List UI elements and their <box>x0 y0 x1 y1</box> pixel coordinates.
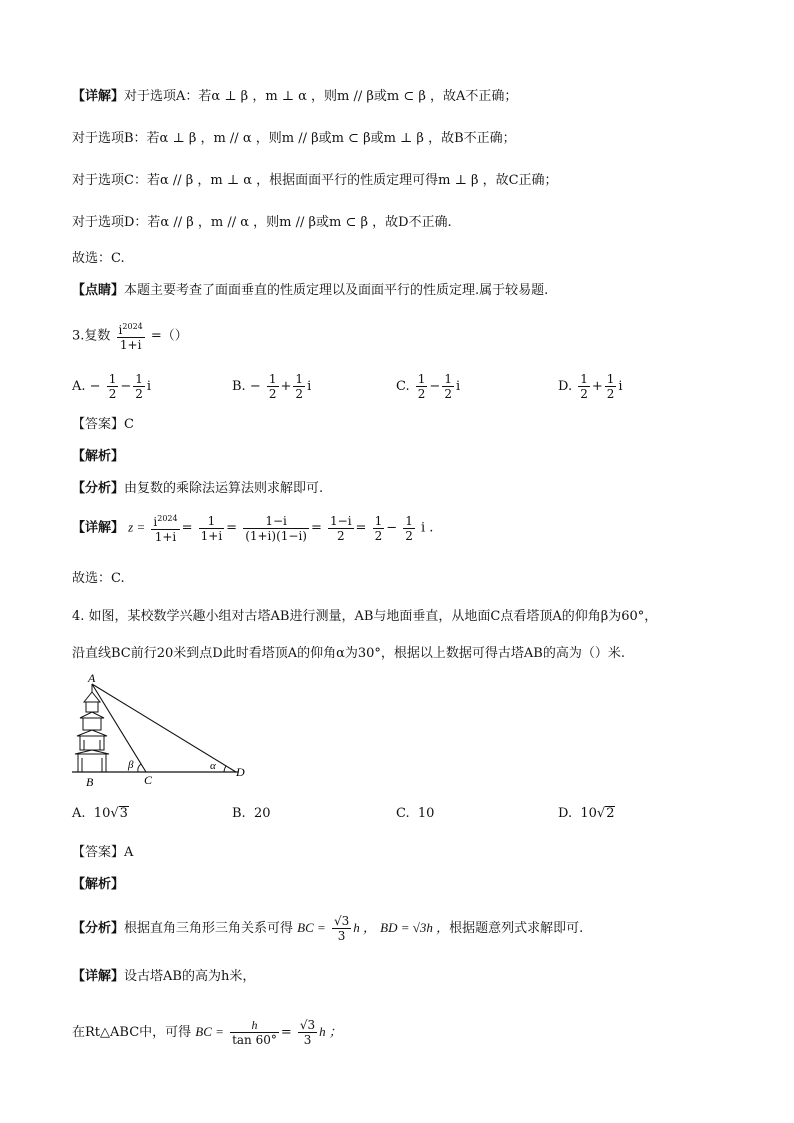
q4-option-b <box>232 806 271 821</box>
q2-option-b-text: 对于选项B：若α ⊥ β ，m // α ，则m // β或m ⊂ β或m ⊥ β ，故B不正确； <box>72 131 516 146</box>
q3-option-d <box>558 372 623 401</box>
num: √3 <box>299 1018 316 1032</box>
option-fraction-2 <box>293 372 305 401</box>
q4-option-a: A. 10√3 <box>72 806 128 821</box>
q3-detail-z: z = <box>128 519 146 535</box>
q4-analysis-tag: 【解析】 <box>72 877 125 892</box>
q3-detail-frac-4 <box>328 514 354 543</box>
num: 1 <box>417 372 426 386</box>
num: √3 <box>333 914 350 928</box>
q2-option-c-text: 对于选项C：若α // β ，m ⊥ α ，根据面面平行的性质定理可得m ⊥ β ，故C正确； <box>72 173 558 188</box>
num: 1 <box>405 513 413 528</box>
den: 1+i <box>154 530 177 544</box>
den: 2 <box>580 387 588 401</box>
option-unit: i <box>455 379 461 394</box>
q3-detail-frac-6 <box>403 514 415 543</box>
num: 1 <box>374 513 383 528</box>
detail-tag: 【详解】 <box>72 969 125 984</box>
q4-detail-2-tail: h ； <box>319 1024 342 1039</box>
option-label: A. <box>72 379 86 394</box>
den: 2 <box>374 528 383 543</box>
q3-method <box>72 480 323 498</box>
num: i <box>153 515 158 529</box>
label-b: B <box>86 775 94 789</box>
q2-choose: 故选：C. <box>72 251 125 266</box>
num: 1 <box>295 372 304 386</box>
q3-answer: 【答案】C <box>72 417 134 432</box>
den: 1+i <box>200 528 223 543</box>
num: 1−i <box>330 513 352 528</box>
den: 3 <box>303 1033 312 1047</box>
q3-detail-frac-1 <box>151 512 179 544</box>
method-tag: 【分析】 <box>72 481 125 496</box>
q4-method-frac <box>332 914 351 943</box>
option-unit: i <box>146 379 152 394</box>
label-alpha: α <box>210 760 216 772</box>
q3-stem-prefix: 3.复数 <box>72 328 111 344</box>
option-fraction-2 <box>442 372 454 401</box>
alpha-arc <box>224 766 226 772</box>
num: 1−i <box>243 514 309 529</box>
method-tag: 【分析】 <box>72 921 125 936</box>
q4-method-bc: BC = <box>297 920 326 935</box>
option-label: A. <box>72 806 86 821</box>
den: 3 <box>337 929 346 943</box>
q2-detail-line-d <box>72 214 452 232</box>
q4-stem-line-2: 沿直线BC前行20米到点D此时看塔顶A的仰角α为30°，根据以上数据可得古塔AB的高为（）米. <box>72 646 625 661</box>
option-value: 10 <box>93 806 111 821</box>
num: 1 <box>444 372 452 386</box>
option-value: 10 <box>580 806 597 821</box>
den: tan 60° <box>232 1033 277 1047</box>
q4-method-bc-tail: h ， <box>353 920 376 935</box>
q3-choose: 故选：C. <box>72 571 125 586</box>
den: 2 <box>268 387 277 401</box>
option-fraction-2 <box>605 372 617 401</box>
q4-stem-line-1: 4. 如图，某校数学兴趣小组对古塔AB进行测量，AB与地面垂直，从地面C点看塔顶A的仰角β为60°， <box>72 609 658 624</box>
beta-arc <box>138 764 141 772</box>
detail-tag: 【详解】 <box>72 89 125 104</box>
q3-detail-tail: i . <box>421 520 434 536</box>
option-unit: i <box>307 379 312 394</box>
q3-detail: 【详解】 z = $\frac{i^{2024}}{1+i}$ = $\frac{1}{1+i}$ = $\frac{1-i}{(1+i)(1-i)}$ = $\frac{1-i}{2}$ = $\frac{1}{2}$ − $\frac{1}{2}$ i . <box>72 513 434 544</box>
detail-tag: 【详解】 <box>72 520 125 536</box>
den: 2 <box>295 387 304 401</box>
label-d: D <box>236 765 245 779</box>
q3-detail-frac-2 <box>199 514 225 543</box>
q3-stem-suffix: =（） <box>150 328 188 344</box>
q3-method-text: 由复数的乘除法运算法则求解即可. <box>124 481 324 496</box>
q2-option-a-text: 对于选项A：若α ⊥ β ，m ⊥ α ，则m // β或m ⊂ β ，故A不正确； <box>124 89 518 104</box>
option-fraction-1 <box>267 372 279 401</box>
option-op: + <box>280 379 292 394</box>
comment-tag: 【点睛】 <box>72 283 125 298</box>
den: 2 <box>135 387 143 401</box>
option-op: − <box>429 379 441 394</box>
q4-detail-1 <box>72 968 255 986</box>
option-fraction-1 <box>578 372 590 401</box>
q3-stem <box>72 320 188 352</box>
option-op: + <box>591 379 603 394</box>
q4-option-c <box>396 806 434 821</box>
pagoda-icon <box>75 684 109 772</box>
label-c: C <box>144 773 153 787</box>
q4-detail-1-text: 设古塔AB的高为h米， <box>124 969 256 984</box>
label-beta: β <box>128 759 134 771</box>
q4-method-prefix: 根据直角三角形三角关系可得 <box>124 921 294 936</box>
q4-detail-2-prefix: 在Rt△ABC中，可得 <box>72 1025 192 1040</box>
q4-option-d: D. 10√2 <box>558 806 615 821</box>
num: 1 <box>268 372 277 386</box>
q2-detail-line-b <box>72 130 516 148</box>
num: 1 <box>580 372 588 386</box>
den: 2 <box>417 387 426 401</box>
option-label: D. <box>558 806 573 821</box>
option-root: 2 <box>606 806 615 821</box>
line-ad <box>92 684 236 772</box>
line-ac <box>92 684 146 772</box>
option-label: D. <box>558 379 573 394</box>
option-label: B. <box>232 806 246 821</box>
q4-detail-2: 在Rt△ABC中，可得 BC = $\frac{h}{\tan 60^\circ}$ = $\frac{√3}{3}$ h ； <box>72 1018 342 1047</box>
option-value: 20 <box>253 806 271 821</box>
option-fraction-1 <box>416 372 428 401</box>
option-label: C. <box>396 806 410 821</box>
num: h <box>230 1018 279 1033</box>
q3-option-a <box>72 372 151 401</box>
q3-option-c <box>396 372 460 401</box>
q4-method <box>72 914 583 943</box>
option-unit: i <box>618 379 623 394</box>
q4-method-suffix: 根据题意列式求解即可. <box>449 921 584 936</box>
q3-option-b <box>232 372 311 401</box>
q3-detail-frac-5 <box>373 514 385 543</box>
exp: 2024 <box>157 514 178 523</box>
option-op: − <box>120 379 132 394</box>
q2-comment <box>72 282 548 300</box>
option-value: 10 <box>417 806 435 821</box>
den: 2 <box>108 387 117 401</box>
q4-detail-2-frac-2 <box>298 1018 317 1047</box>
option-label: B. <box>232 379 246 394</box>
q2-detail-line-a <box>72 88 517 106</box>
den: 2 <box>405 528 413 543</box>
num: 1 <box>606 372 615 386</box>
q4-detail-2-frac-1 <box>230 1018 279 1047</box>
q4-answer: 【答案】A <box>72 845 134 860</box>
option-label: C. <box>396 379 410 394</box>
pagoda-figure <box>68 672 258 790</box>
num: 1 <box>199 514 225 529</box>
option-root: 3 <box>119 806 128 821</box>
option-sign: − <box>89 379 101 394</box>
option-fraction-1 <box>107 372 119 401</box>
den: (1+i)(1−i) <box>245 528 307 543</box>
q2-option-d-text: 对于选项D：若α // β ，m // α ，则m // β或m ⊂ β ，故D不正确. <box>72 215 452 230</box>
den: 2 <box>336 528 345 543</box>
num: 1 <box>108 372 117 386</box>
option-fraction-2 <box>133 372 145 401</box>
q3-detail-frac-3 <box>243 514 309 543</box>
q3-stem-exp: 2024 <box>122 322 143 331</box>
num: 1 <box>135 372 143 386</box>
q3-stem-den: 1+i <box>119 338 142 352</box>
q2-detail-line-c <box>72 172 558 190</box>
den: 2 <box>444 387 452 401</box>
q3-stem-fraction <box>117 320 145 352</box>
q3-analysis-tag: 【解析】 <box>72 449 125 464</box>
q4-detail-2-bc: BC = <box>195 1024 224 1039</box>
label-a: A <box>88 672 96 685</box>
q4-method-bd: BD = √3h ， <box>380 920 450 935</box>
den: 2 <box>606 387 615 401</box>
option-sign: − <box>249 379 261 394</box>
q3-stem-num: i <box>118 323 123 337</box>
q2-comment-text: 本题主要考查了面面垂直的性质定理以及面面平行的性质定理.属于较易题. <box>124 283 549 298</box>
